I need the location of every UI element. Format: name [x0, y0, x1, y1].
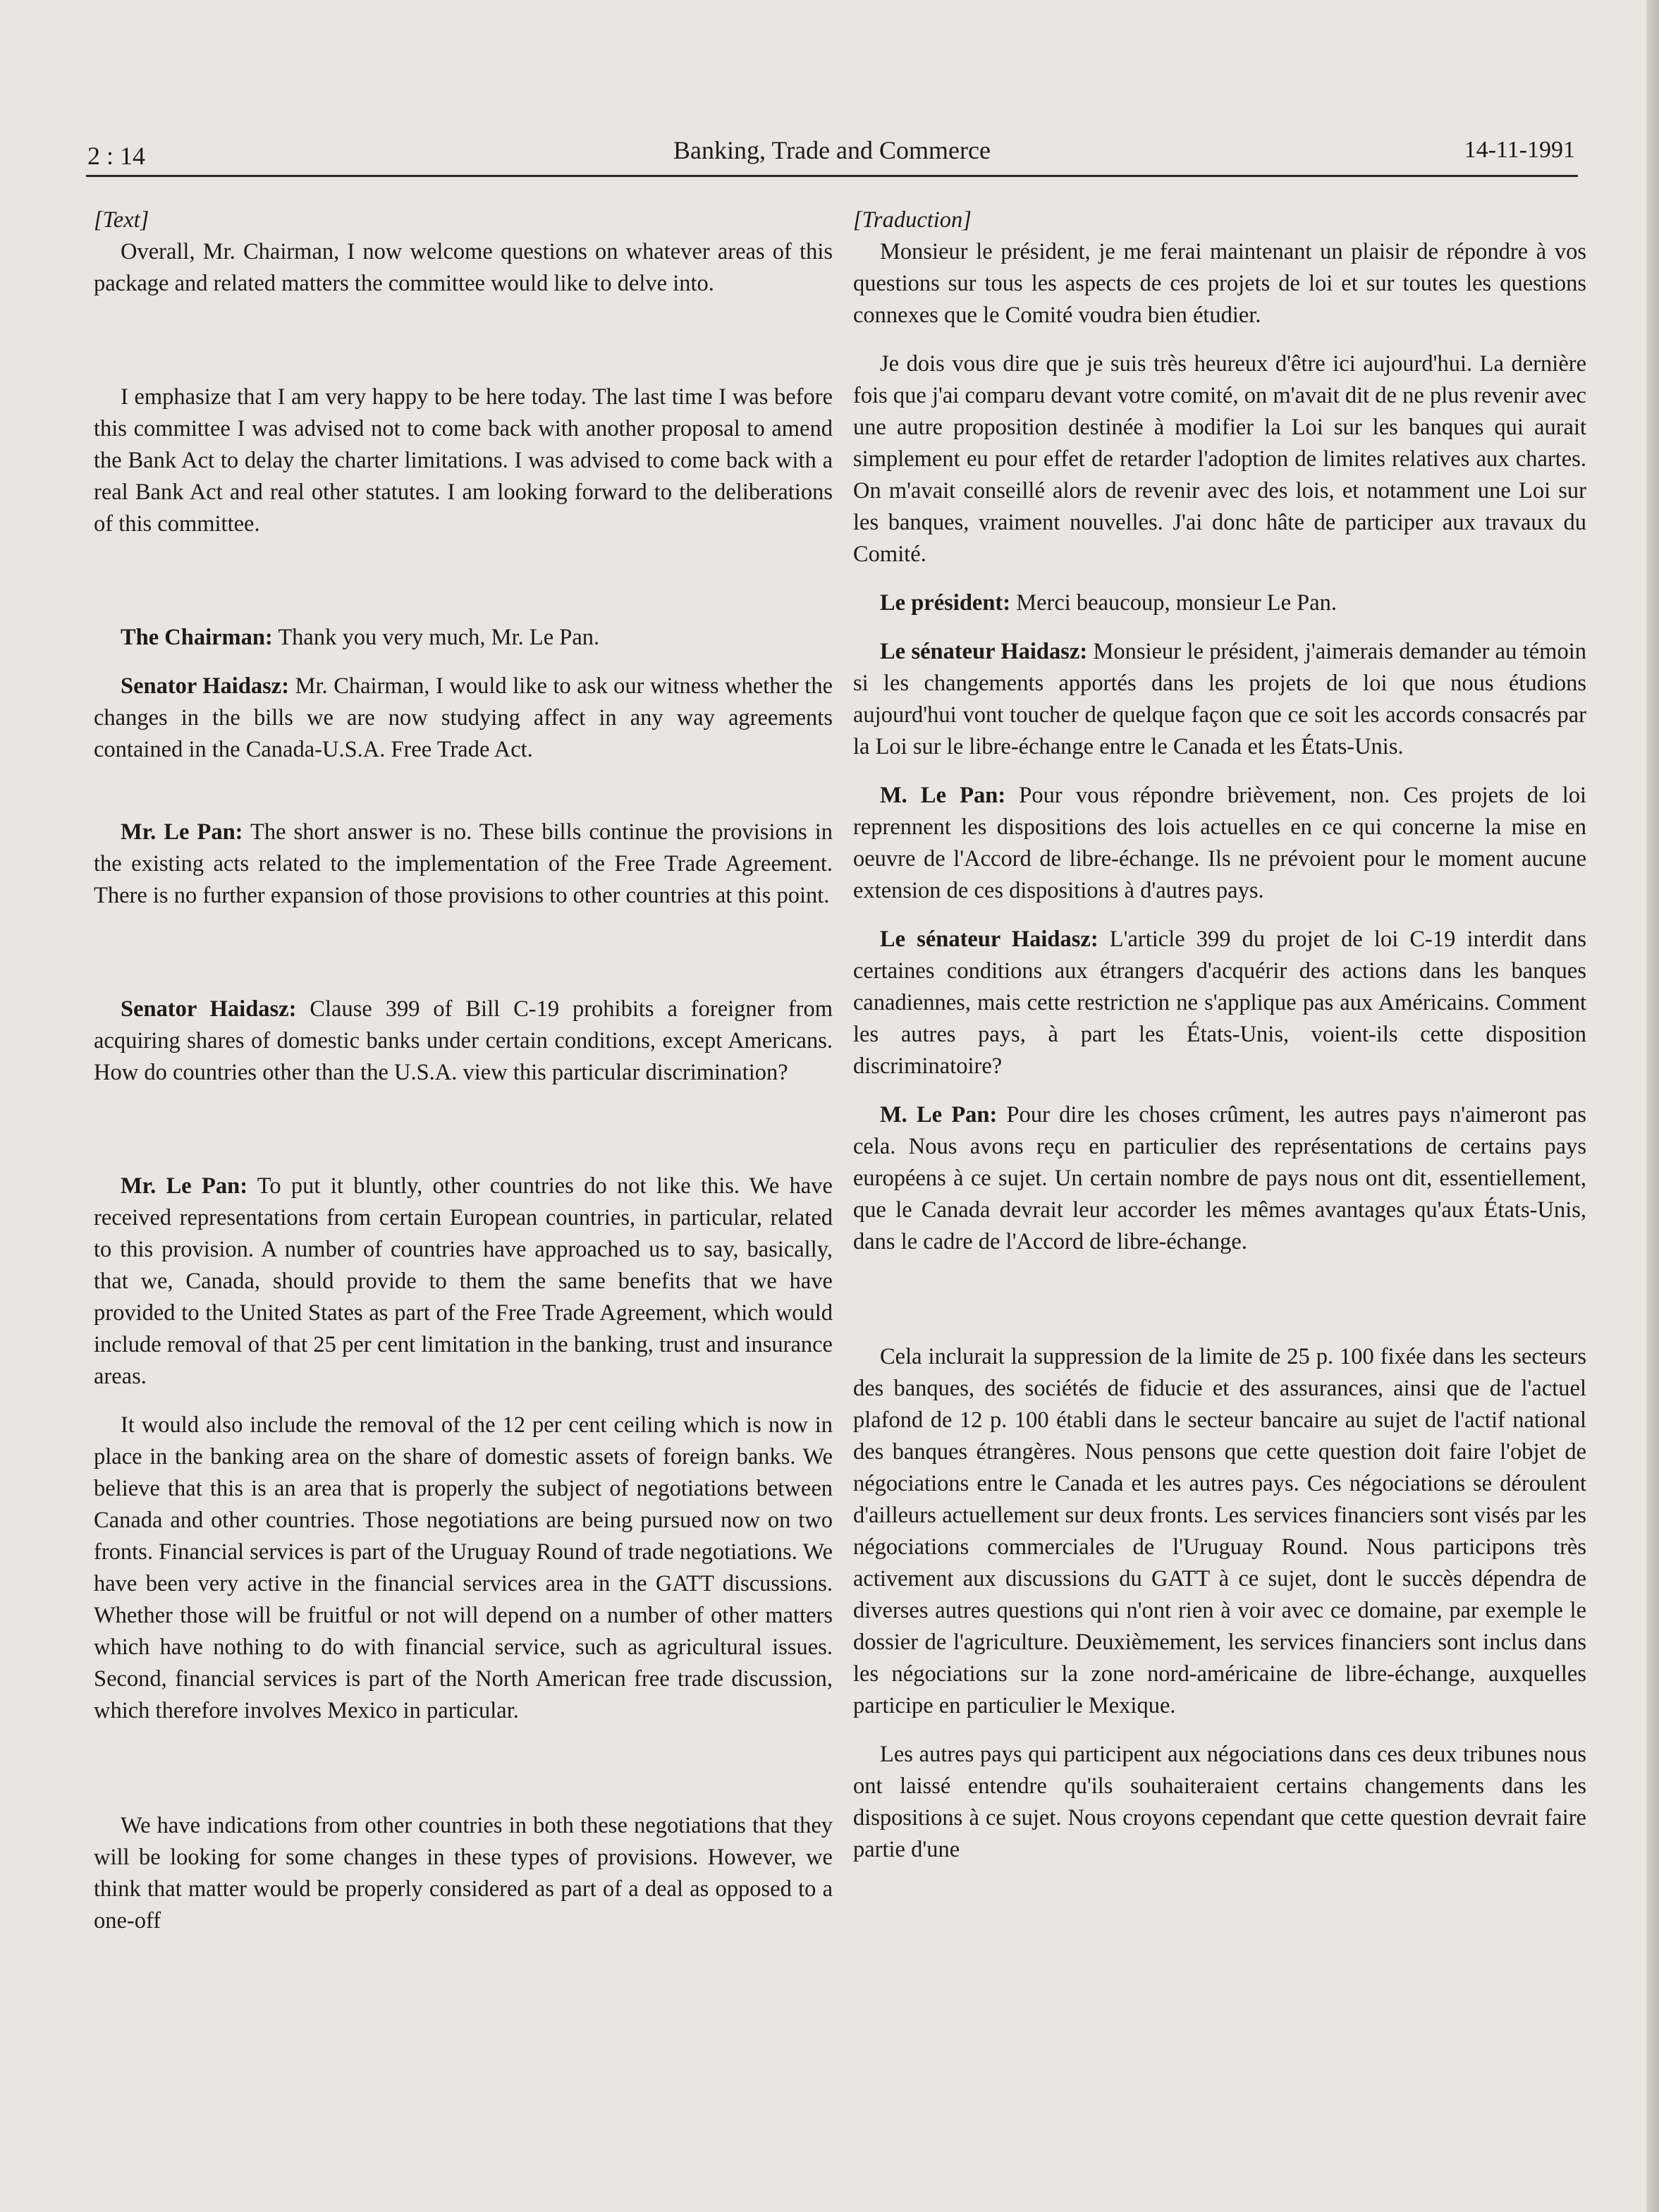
- speech-paragraph: [94, 671, 833, 766]
- speaker-name: Senator Haidasz:: [121, 996, 297, 1022]
- speech-paragraph: [94, 1171, 833, 1393]
- speaker-name: Mr. Le Pan:: [121, 819, 243, 845]
- paragraph: Les autres pays qui participent aux négociations dans ces deux tribunes nous ont laissé entendre qu'ils souhaiteraient certains changements dans les dispositions à ce sujet. Nous croyons cependant que cette question devrait faire partie d'une: [853, 1742, 1586, 1862]
- speaker-name: M. Le Pan:: [880, 1102, 998, 1128]
- speech-text: The short answer is no. These bills continue the provisions in the existing acts related to the implementation of the Free Trade Agreement. There is no further expansion of those provisions to other countries at this point.: [94, 819, 833, 908]
- speech-paragraph: [853, 1099, 1586, 1258]
- speaker-name: Le sénateur Haidasz:: [880, 927, 1098, 952]
- paragraph: Je dois vous dire que je suis très heureux d'être ici aujourd'hui. La dernière fois que j'ai comparu devant votre comité, on m'avait dit de ne plus revenir avec une autre proposition destinée à modifier la Loi sur les banques qui aurait simplement eu pour effet de retarder l'adoption de limites relatives aux chartes. On m'avait conseillé alors de revenir avec des lois, et notamment une Loi sur les banques, vraiment nouvelles. J'ai donc hâte de participer aux travaux du Comité.: [853, 351, 1586, 567]
- speech-text: Mr. Chairman, I would like to ask our witness whether the changes in the bills we are now studying affect in any way agreements contained in the Canada-U.S.A. Free Trade Act.: [94, 673, 833, 762]
- paragraph: We have indications from other countries in both these negotiations that they will be looking for some changes in these types of provisions. However, we think that matter would be properly considered as part of a deal as opposed to a one-off: [94, 1813, 833, 1933]
- page-edge: [1646, 0, 1659, 2212]
- paragraph: It would also include the removal of the 12 per cent ceiling which is now in place in the banking area on the share of domestic assets of foreign banks. We believe that this is an area that is properly the subject of negotiations between Canada and other countries. Those negotiations are being pursued now on two fronts. Financial services is part of the Uruguay Round of trade negotiations. We have been very active in the financial services area in the GATT discussions. Whether those will be fruitful or not will depend on a number of other matters which have nothing to do with financial service, such as agricultural issues. Second, financial services is part of the North American free trade discussion, which therefore involves Mexico in particular.: [94, 1412, 833, 1723]
- french-column: [853, 204, 1586, 1866]
- speech-paragraph: [94, 622, 833, 654]
- speaker-name: Le président:: [880, 590, 1011, 616]
- speech-text: Thank you very much, Mr. Le Pan.: [272, 625, 600, 650]
- speech-paragraph: [94, 817, 833, 912]
- speaker-name: Senator Haidasz:: [121, 673, 290, 699]
- paragraph: Overall, Mr. Chairman, I now welcome questions on whatever areas of this package and related matters the committee would like to delve into.: [94, 239, 833, 296]
- speech-paragraph: [853, 636, 1586, 763]
- speech-text: Clause 399 of Bill C-19 prohibits a foreigner from acquiring shares of domestic banks under certain conditions, except Americans. How do countries other than the U.S.A. view this particular discrimination?: [94, 996, 833, 1085]
- speaker-name: The Chairman:: [121, 625, 273, 650]
- page-date: 14-11-1991: [1464, 137, 1575, 163]
- speech-paragraph: [853, 780, 1586, 907]
- speech-text: L'article 399 du projet de loi C-19 interdit dans certaines conditions aux étrangers d'acquérir des actions dans les banques canadiennes, mais cette restriction ne s'applique pas aux Américains. Comment les autres pays, à part les États-Unis, voient-ils cette disposition discriminatoire?: [853, 927, 1586, 1079]
- paragraph: Monsieur le président, je me ferai maintenant un plaisir de répondre à vos questions sur tous les aspects de ces projets de loi et sur toutes les questions connexes que le Comité voudra bien étudier.: [853, 239, 1586, 328]
- speech-paragraph: [853, 924, 1586, 1082]
- speaker-name: Mr. Le Pan:: [121, 1173, 248, 1199]
- english-column: [94, 204, 833, 1937]
- language-label: [Text]: [94, 207, 149, 233]
- paragraph: I emphasize that I am very happy to be here today. The last time I was before this committee I was advised not to come back with another proposal to amend the Bank Act to delay the charter limitations. I was advised to come back with a real Bank Act and real other statutes. I am looking forward to the deliberations of this committee.: [94, 384, 833, 537]
- speech-text: Merci beaucoup, monsieur Le Pan.: [1010, 590, 1337, 616]
- speech-paragraph: [853, 587, 1586, 619]
- page-title: Banking, Trade and Commerce: [673, 136, 991, 164]
- speaker-name: M. Le Pan:: [880, 783, 1006, 808]
- speech-text: Pour dire les choses crûment, les autres pays n'aimeront pas cela. Nous avons reçu en particulier des représentations de certains pays européens à ce sujet. Un certain nombre de pays nous ont dit, essentiellement, que le Canada devrait leur accorder les mêmes avantages qu'aux États-Unis, dans le cadre de l'Accord de libre-échange.: [853, 1102, 1587, 1254]
- speech-text: Pour vous répondre brièvement, non. Ces projets de loi reprennent les dispositions des lois actuelles en ce qui concerne la mise en oeuvre de l'Accord de libre-échange. Ils ne prévoient pour le moment aucune extension de ces dispositions à d'autres pays.: [853, 783, 1587, 903]
- speech-paragraph: [94, 994, 833, 1089]
- page-header: [86, 128, 1578, 177]
- paragraph: Cela inclurait la suppression de la limite de 25 p. 100 fixée dans les secteurs des banques, des sociétés de fiducie et des assurances, ainsi que de l'actuel plafond de 12 p. 100 établi dans le secteur bancaire au sujet de l'actif national des banques étrangères. Nous pensons que cette question doit faire l'objet de négociations entre le Canada et les autres pays. Ces négociations se déroulent d'ailleurs actuellement sur deux fronts. Les services financiers sont visés par les négociations commerciales de l'Uruguay Round. Nous participons très activement aux discussions du GATT à ce sujet, dont le succès dépendra de diverses autres questions qui n'ont rien à voir avec ce domaine, par exemple le dossier de l'agriculture. Deuxièmement, les services financiers sont inclus dans les négociations sur la zone nord-américaine de libre-échange, auxquelles participe en particulier le Mexique.: [853, 1344, 1586, 1718]
- speaker-name: Le sénateur Haidasz:: [880, 639, 1088, 664]
- language-label: [Traduction]: [853, 207, 972, 233]
- page-number: 2 : 14: [87, 142, 146, 170]
- speech-text: Monsieur le président, j'aimerais demander au témoin si les changements apportés dans les projets de loi que nous étudions aujourd'hui vont toucher de quelque façon que ce soit les accords consacrés par la Loi sur le libre-échange entre le Canada et les États-Unis.: [853, 639, 1586, 759]
- speech-text: To put it bluntly, other countries do not like this. We have received representations from certain European countries, in particular, related to this provision. A number of countries have approached us to say, basically, that we, Canada, should provide to them the same benefits that we have provided to the United States as part of the Free Trade Agreement, which would include removal of that 25 per cent limitation in the banking, trust and insurance areas.: [94, 1173, 833, 1389]
